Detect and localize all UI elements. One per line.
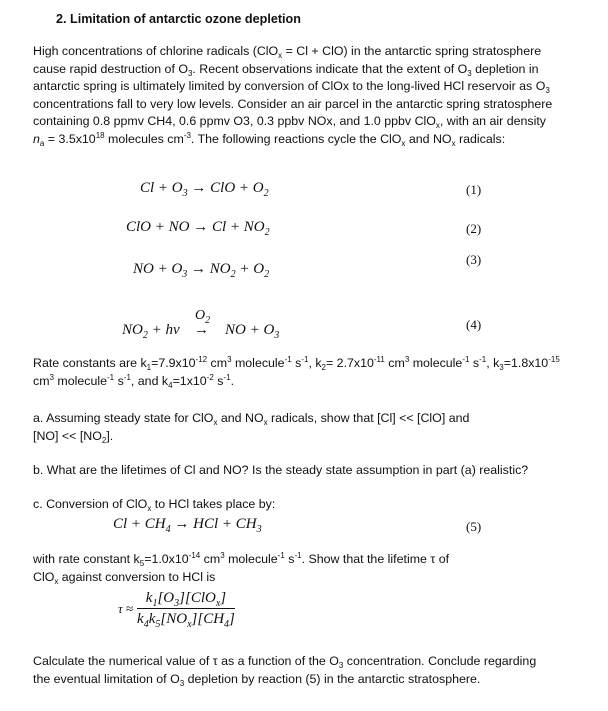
part-a-line-2: $[NO] << [NO_2]$.	[33, 428, 114, 445]
reaction-3-number: (3)	[466, 252, 482, 267]
tau-symbol: τ ≈	[118, 601, 134, 616]
intro-line-6: $n_a = 3.5x10^{18}$ molecules $cm^{-3}$. The following reactions cycle the ClO$_x$ and $NO_x$ radicals:	[33, 130, 506, 148]
reaction-5: $Cl + CH_4$ → HCl + $CH_3$	[113, 516, 262, 535]
part-b: b. What are the lifetimes of Cl and NO? Is the steady state assumption in part (a) realistic?	[33, 463, 529, 477]
intro-line-4: concentrations fall to very low levels. Consider an air parcel in the antarctic spring stratosphere	[33, 96, 553, 111]
part-a	[33, 410, 583, 445]
right-arrow-icon: →	[194, 322, 209, 338]
reaction-2-number: (2)	[466, 221, 482, 236]
conclusion-line-2: the eventual limitation of $O_3$ depletion by reaction (5) in the antarctic stratosphere.	[33, 671, 481, 688]
part-c-text	[33, 551, 583, 586]
formula-numerator: $k_1[O_3][ClO_x]$	[137, 590, 235, 609]
lifetime-formula	[118, 590, 235, 628]
reaction-1: $Cl + O_3$ → ClO + $O_2$	[140, 180, 269, 199]
reaction-4-number: (4)	[466, 317, 482, 332]
part-c-line-2: ClO$_x$ against conversion to HCl is	[33, 569, 216, 586]
intro-line-5: containing 0.8 ppmv CH4, 0.6 ppmv O3, 0.3 ppbv NOx, and 1.0 ppbv ClO$_x$, with an air density	[33, 114, 546, 130]
rates-line-2: $cm^3$ molecule$^{-1}$ $s^{-1}$, and $k_4=1x10^{-2}$ $s^{-1}$.	[33, 372, 235, 390]
reaction-4-over-label: $O_2$	[195, 308, 211, 326]
rates-line-1: Rate constants are $k_1=7.9x10^{-12}$ $cm^3$ molecule$^{-1}$ $s^{-1}$, $k_2= 2.7x10^{-11}$ $cm^3$ molecule$^{-1}$ $s^{-1}$, $k_3=1.8x10^{-15}$	[33, 355, 560, 372]
reaction-4-products: NO + $O_3$	[225, 322, 280, 341]
reaction-1-number: (1)	[466, 182, 482, 197]
right-arrow-icon: →	[193, 219, 209, 235]
right-arrow-icon: →	[191, 261, 207, 277]
intro-line-2: cause rapid destruction of $O_3$. Recent observations indicate that the extent of $O_3$ depletion in	[33, 61, 539, 78]
reaction-5-number: (5)	[466, 519, 482, 534]
formula-denominator: $k_4k_5[NO_x][CH_4]$	[137, 611, 235, 630]
part-a-line-1: a. Assuming steady state for ClO$_x$ and $NO_x$ radicals, show that [Cl] << [ClO] and	[33, 411, 470, 427]
reaction-3: NO + $O_3 \to NO_2 + O_2$	[133, 261, 270, 280]
conclusion-line-1: Calculate the numerical value of τ as a function of the $O_3$ concentration. Conclude regarding	[33, 654, 537, 670]
intro-paragraph	[33, 43, 583, 148]
part-c-line-1: with rate constant $k_5=1.0x10^{-14}$ $cm^3$ molecule$^{-1}$ $s^{-1}$. Show that the lifetime τ of	[33, 551, 450, 568]
rate-constants	[33, 355, 593, 390]
right-arrow-icon: →	[174, 516, 190, 532]
intro-line-1: High concentrations of chlorine radicals (ClO$_x$ = Cl + ClO) in the antarctic spring stratosphere	[33, 44, 542, 60]
reaction-2: ClO + NO → $Cl + NO_2$	[126, 219, 270, 238]
intro-line-3: antarctic spring is ultimately limited by conversion of ClOx to the long-lived HCl reservoir as $O_3$	[33, 79, 550, 95]
formula-fraction	[137, 590, 235, 628]
conclusion	[33, 653, 583, 688]
part-c-intro: c. Conversion of ClO$_x$ to HCl takes place by:	[33, 497, 276, 513]
problem-title: 2. Limitation of antarctic ozone depletion	[56, 12, 301, 26]
reaction-4: $NO_2$ + hv	[122, 322, 180, 341]
right-arrow-icon: →	[191, 180, 207, 196]
